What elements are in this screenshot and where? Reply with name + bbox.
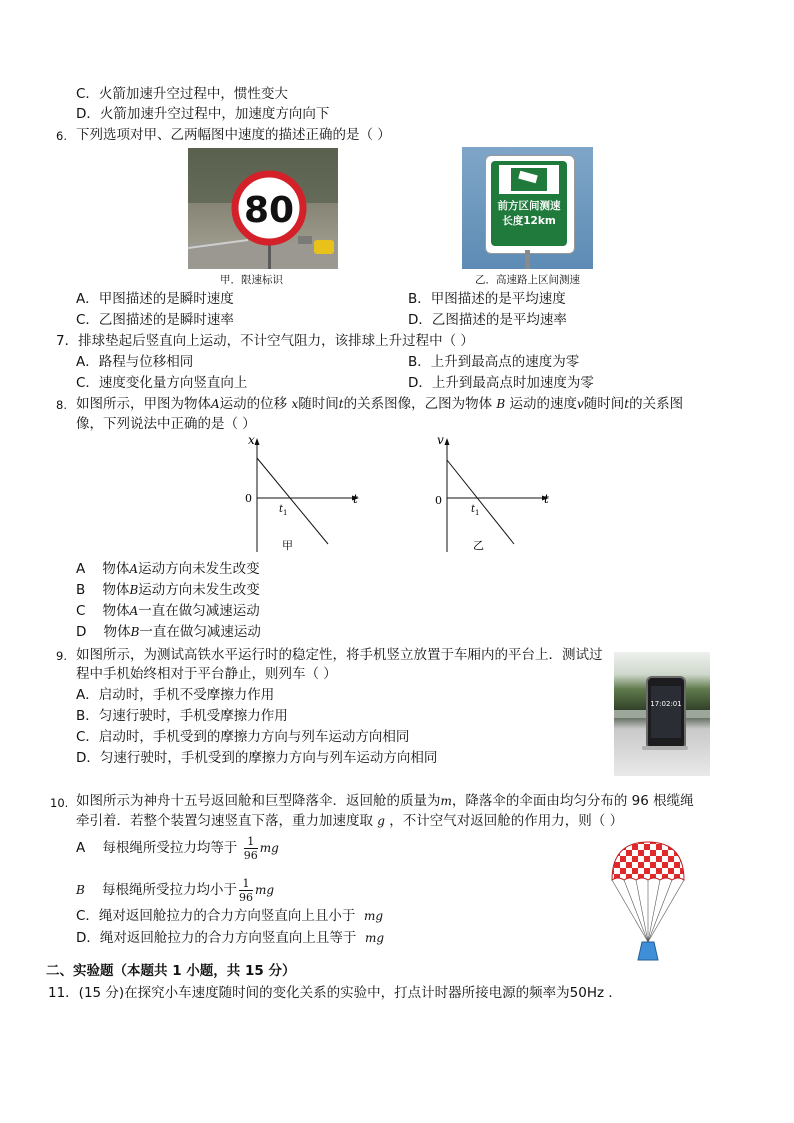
- q9-stem-line1: 如图所示，为测试高铁水平运行时的稳定性，将手机竖立放置于车厢内的平台上．测试过: [76, 647, 603, 663]
- q11-text: 11．(15 分)在探究小车速度随时间的变化关系的实验中，打点计时器所接电源的频率为50Hz ．: [48, 985, 622, 1001]
- phone-clock: 17:02:01: [650, 700, 682, 708]
- section-2-title: 二、实验题（本题共 1 小题，共 15 分）: [46, 963, 296, 979]
- graph-right-t1-sub: 1: [475, 509, 480, 517]
- train-phone-photo: [614, 652, 710, 776]
- q6-option-d: D．乙图描述的是平均速率: [408, 312, 567, 328]
- q10-option-c: C．绳对返回舱拉力的合力方向竖直向上且小于 mg: [76, 908, 384, 924]
- graph-right-caption: 乙: [473, 539, 484, 552]
- graph-left-x-label: t: [353, 492, 358, 506]
- fraction-one-over-96: $\frac{1}{96}$: [243, 834, 258, 862]
- graph-left-caption: 甲: [282, 539, 293, 552]
- q8-option-a: A 物体A运动方向未发生改变: [76, 561, 260, 577]
- q6-number: 6.: [56, 129, 67, 143]
- q10-stem-line1: 如图所示为神舟十五号返回舱和巨型降落伞．返回舱的质量为m，降落伞的伞面由均匀分布的 96 根缆绳: [76, 793, 694, 809]
- graph-left-t1-sub: 1: [283, 509, 288, 517]
- q6-stem: 下列选项对甲、乙两幅图中速度的描述正确的是（ ）: [76, 127, 391, 143]
- q8-stem-line1: 如图所示，甲图为物体A运动的位移 x随时间t的关系图像，乙图为物体 B 运动的速度v随时间t的关系图: [76, 396, 684, 412]
- graph-displacement-time: [225, 432, 365, 557]
- q6-caption-right: 乙．高速路上区间测速: [475, 274, 580, 286]
- q9-option-b: B．匀速行驶时，手机受摩擦力作用: [76, 708, 288, 724]
- q9-stem-line2: 程中手机始终相对于平台静止，则列车（ ）: [76, 666, 337, 682]
- graph-left-y-label: x: [248, 433, 255, 447]
- q7-option-a: A．路程与位移相同: [76, 354, 194, 370]
- graph-left-t1: t: [279, 504, 284, 515]
- q10-option-a: A 每根绳所受拉力均等于 $\frac{1}{96}$ mg: [76, 834, 279, 862]
- q5-option-c: C．火箭加速升空过程中，惯性变大: [76, 86, 288, 102]
- return-capsule-icon: [638, 942, 658, 960]
- q7-option-d: D．上升到最高点时加速度为零: [408, 375, 594, 391]
- fraction-one-over-96: $\frac{1}{96}$: [239, 876, 253, 904]
- interval-sign-line2: 长度12km: [502, 215, 556, 227]
- q7-option-b: B．上升到最高点的速度为零: [408, 354, 580, 370]
- q9-option-c: C．启动时，手机受到的摩擦力方向与列车运动方向相同: [76, 729, 410, 745]
- q10-option-d: D．绳对返回舱拉力的合力方向竖直向上且等于 mg: [76, 930, 385, 946]
- q10-stem-line2: 牵引着．若整个装置匀速竖直下落，重力加速度取 g ，不计空气对返回舱的作用力，则（ ）: [76, 813, 624, 829]
- q10-option-b: B 每根绳所受拉力均小于 $\frac{1}{96}$ mg: [76, 876, 275, 904]
- speed-limit-photo: [188, 148, 338, 269]
- q6-caption-left: 甲．限速标识: [220, 274, 283, 286]
- q6-option-a: A．甲图描述的是瞬时速度: [76, 291, 234, 307]
- q8-option-d: D 物体B一直在做匀减速运动: [76, 624, 261, 640]
- graph-right-x-label: t: [544, 492, 549, 506]
- q6-option-c: C．乙图描述的是瞬时速率: [76, 312, 234, 328]
- q8-option-b: B 物体B运动方向未发生改变: [76, 582, 260, 598]
- q9-option-d: D．匀速行驶时，手机受到的摩擦力方向与列车运动方向相同: [76, 750, 438, 766]
- parachute-illustration: [608, 838, 688, 964]
- graph-velocity-time: [415, 432, 555, 557]
- interval-sign-line1: 前方区间测速: [497, 200, 561, 212]
- graph-right-y-label: v: [437, 433, 444, 447]
- graph-right-t1: t: [471, 504, 476, 515]
- q8-stem-line2: 像，下列说法中正确的是（ ）: [76, 416, 256, 432]
- q7-option-c: C．速度变化量方向竖直向上: [76, 375, 248, 391]
- graph-right-origin: 0: [435, 494, 442, 507]
- graph-left-origin: 0: [245, 492, 252, 505]
- phone-device: [646, 676, 686, 750]
- q8-number: 8.: [56, 398, 67, 412]
- q5-option-d: D．火箭加速升空过程中，加速度方向向下: [76, 106, 330, 122]
- q6-option-b: B．甲图描述的是平均速度: [408, 291, 566, 307]
- speed-limit-number: 80: [243, 190, 295, 231]
- q10-number: 10.: [50, 796, 69, 810]
- interval-speed-photo: [462, 147, 593, 269]
- q9-number: 9.: [56, 649, 67, 663]
- q9-option-a: A．启动时，手机不受摩擦力作用: [76, 687, 275, 703]
- q8-option-c: C 物体A一直在做匀减速运动: [76, 603, 260, 619]
- q7-stem: 7．排球垫起后竖直向上运动，不计空气阻力，该排球上升过程中（ ）: [56, 333, 474, 349]
